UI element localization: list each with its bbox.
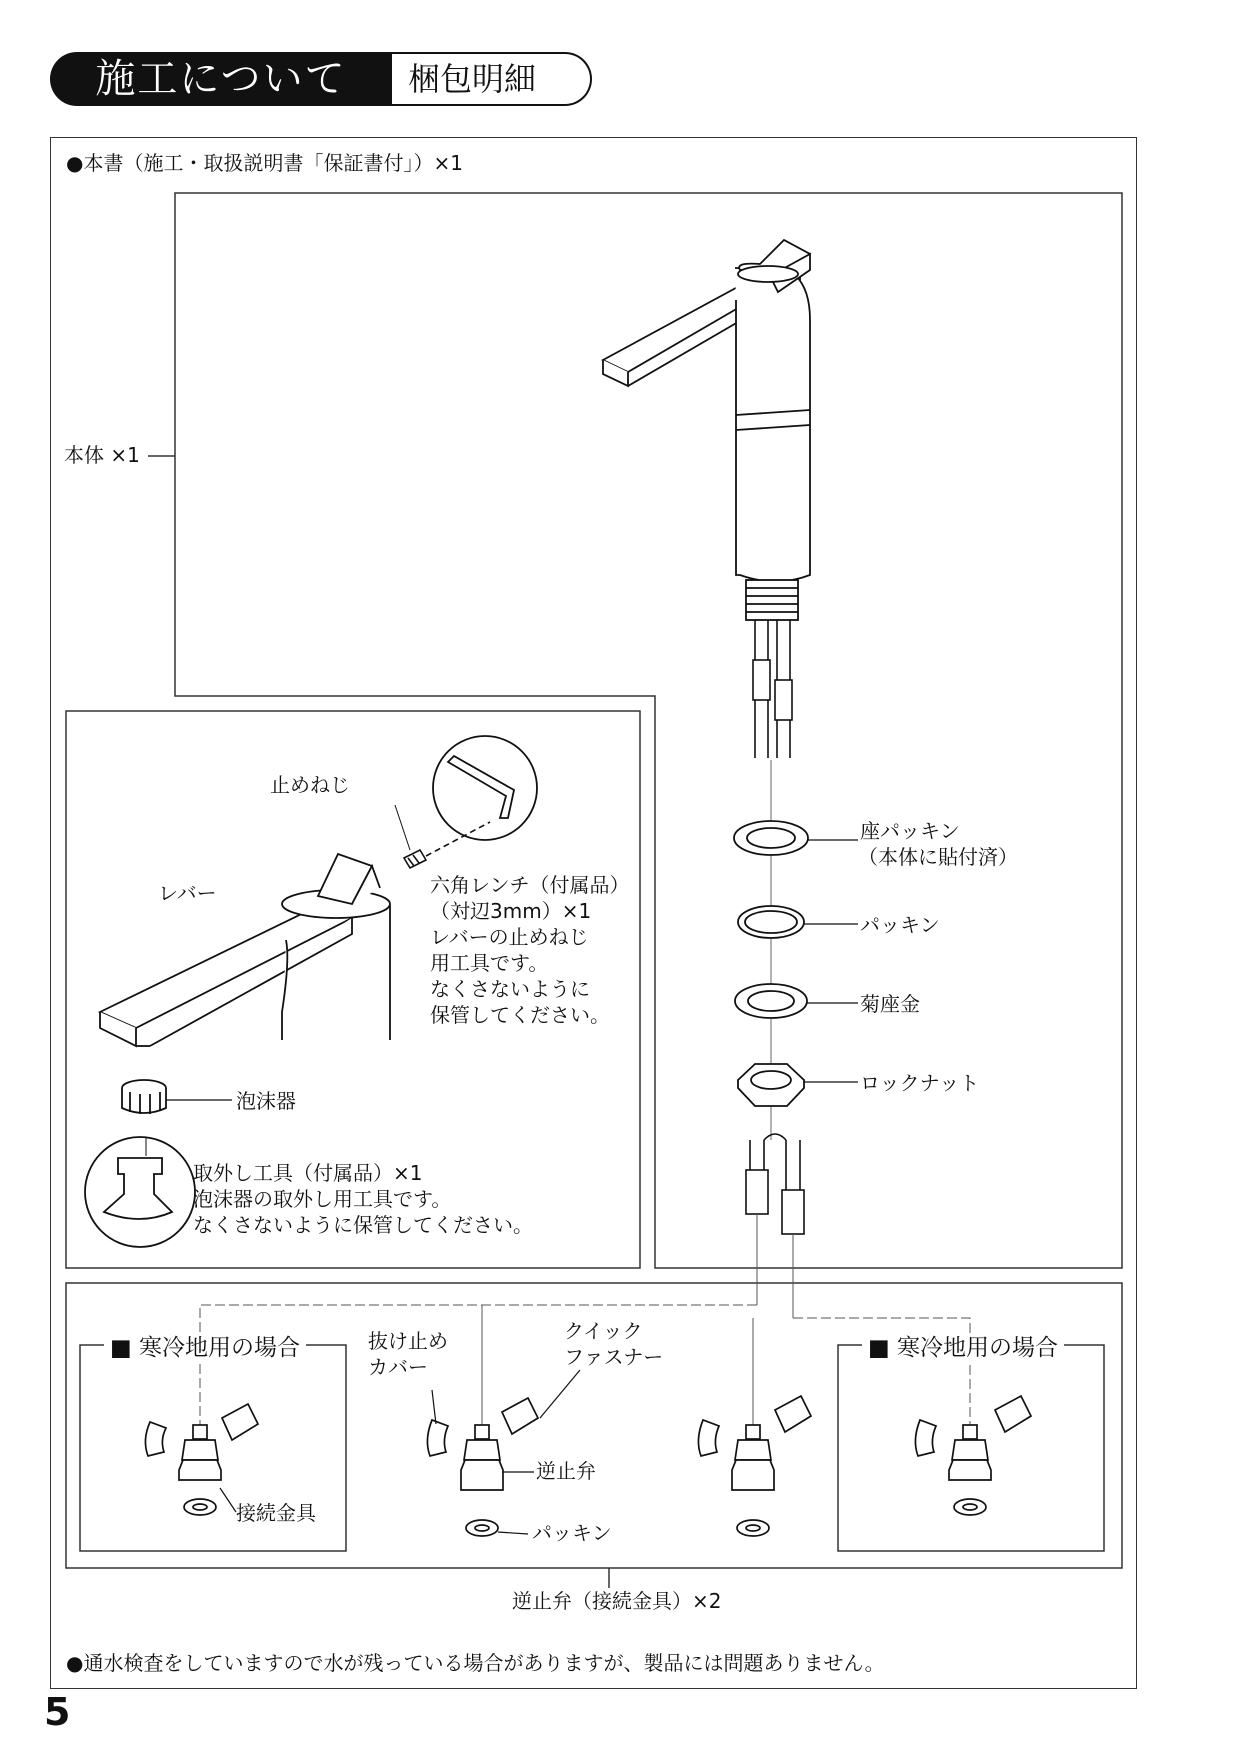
hex-wrench-description [430,872,630,1028]
removal-tool-line: なくさないように保管してください。 [193,1213,533,1237]
lock-nut-icon [738,1064,804,1106]
check-valve-icon-cold-right [915,1396,1031,1515]
aerator-icon [122,1080,232,1114]
check-valve-packing-label: パッキン [532,1521,612,1545]
retaining-cover-line: 抜け止め [368,1329,448,1353]
lock-washer-icon [735,984,807,1018]
subsection-title: 梱包明細 [408,60,537,98]
water-test-note: ●通水検査をしていますので水が残っている場合がありますが、製品には問題ありません。 [66,1651,885,1675]
hex-wrench-line: なくさないように [430,977,590,1001]
cold-region-title-left: ■ 寒冷地用の場合 [104,1334,306,1362]
seat-packing-label: 座パッキン [860,819,960,843]
retaining-cover-label [368,1328,448,1380]
hose-end-icon [746,1134,804,1234]
hex-wrench-icon [433,736,537,840]
hex-wrench-line: レバーの止めねじ [430,925,589,949]
check-valve-icon-left [145,1404,258,1515]
lever-spout-icon [100,854,390,1046]
removal-tool-description [193,1160,533,1238]
supply-hose-icon [753,620,792,1140]
check-valve-caption: 逆止弁（接続金具）×2 [512,1589,722,1613]
quick-fastener-line: ファスナー [564,1345,664,1369]
packing-ring-icon [738,906,804,938]
section-title: 施工について [50,52,392,106]
packing-label: パッキン [860,913,940,937]
seat-packing-icon [734,821,808,855]
lever-label: レバー [158,881,217,905]
manual-note: ●本書（施工・取扱説明書「保証書付」）×1 [66,151,463,175]
hex-wrench-line: 用工具です。 [430,951,549,975]
quick-fastener-line: クイック [564,1319,643,1343]
check-valve-label: 逆止弁 [536,1459,596,1483]
faucet-body-icon [603,240,810,620]
retaining-cover-line: カバー [368,1355,428,1379]
main-body-label: 本体 ×1 [64,443,140,467]
aerator-label: 泡沫器 [236,1089,296,1113]
quick-fastener-label [564,1318,663,1370]
hex-wrench-line: （対辺3mm）×1 [430,899,592,923]
fitting-label: 接続金具 [236,1501,316,1525]
hex-wrench-line: 保管してください。 [430,1003,610,1027]
check-valve-icon-right [698,1396,811,1536]
removal-tool-line: 取外し工具（付属品）×1 [193,1161,423,1185]
seat-packing-note: （本体に貼付済） [858,845,1018,869]
removal-tool-line: 泡沫器の取外し用工具です。 [193,1187,452,1211]
lock-washer-label: 菊座金 [860,992,920,1016]
removal-tool-icon [85,1137,195,1247]
lock-nut-label: ロックナット [860,1071,980,1095]
check-valve-icon-center [427,1398,538,1536]
hex-wrench-line: 六角レンチ（付属品） [430,873,630,897]
page-number: 5 [44,1690,71,1734]
set-screw-label: 止めねじ [270,773,350,797]
cold-region-title-right: ■ 寒冷地用の場合 [862,1334,1064,1362]
set-screw-icon [395,805,490,868]
